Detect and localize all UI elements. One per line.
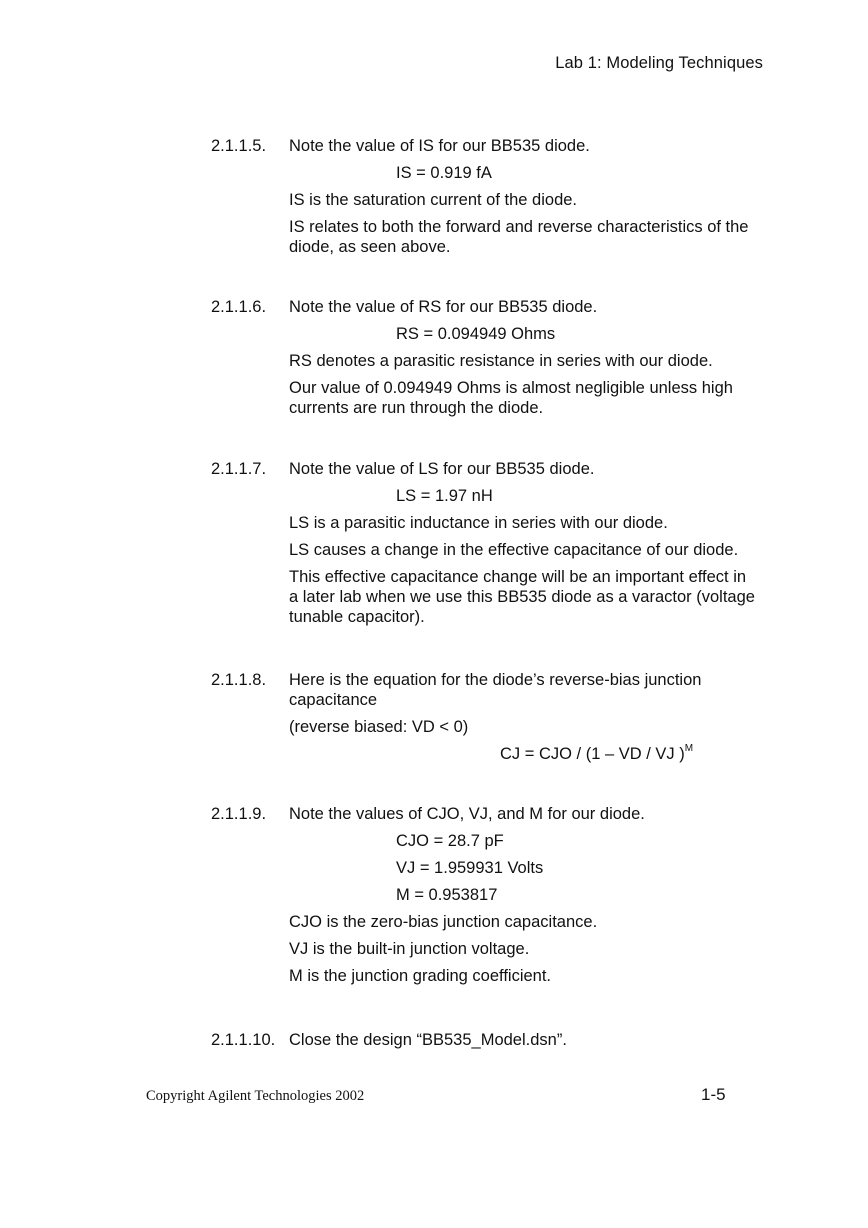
step-note: LS is a parasitic inductance in series with our diode. xyxy=(289,514,668,532)
vj-value: VJ = 1.959931 Volts xyxy=(396,859,544,877)
equation-base: CJ = CJO / (1 – VD / VJ ) xyxy=(500,745,685,763)
step-number: 2.1.1.5. xyxy=(211,137,267,155)
step-note: M is the junction grading coefficient. xyxy=(289,967,552,985)
step-instruction: Note the values of CJO, VJ, and M for our diode. xyxy=(289,805,645,823)
m-value: M = 0.953817 xyxy=(396,886,498,904)
capacitance-equation xyxy=(289,744,759,764)
step-note: Our value of 0.094949 Ohms is almost negligible unless high currents are run through the diode. xyxy=(289,379,733,417)
step-number: 2.1.1.10. xyxy=(211,1031,276,1049)
step-note: LS causes a change in the effective capacitance of our diode. xyxy=(289,541,739,559)
step-note: RS denotes a parasitic resistance in series with our diode. xyxy=(289,352,713,370)
step-note: This effective capacitance change will be an important effect in a later lab when we use this BB535 diode as a varactor (voltage tunable capacitor). xyxy=(289,568,755,626)
step-note: CJO is the zero-bias junction capacitance. xyxy=(289,913,598,931)
step-number: 2.1.1.6. xyxy=(211,298,267,316)
equation-exponent: M xyxy=(684,743,694,754)
ls-value: LS = 1.97 nH xyxy=(396,487,493,505)
bias-condition: (reverse biased: VD < 0) xyxy=(289,718,469,736)
step-number: 2.1.1.9. xyxy=(211,805,267,823)
cjo-value: CJO = 28.7 pF xyxy=(396,832,504,850)
step-note: IS is the saturation current of the diode. xyxy=(289,191,578,209)
step-instruction: Note the value of RS for our BB535 diode. xyxy=(289,298,598,316)
step-note: IS relates to both the forward and reverse characteristics of the diode, as seen above. xyxy=(289,218,749,256)
footer-copyright: Copyright Agilent Technologies 2002 xyxy=(146,1088,365,1104)
step-instruction: Note the value of IS for our BB535 diode. xyxy=(289,137,590,155)
step-instruction: Here is the equation for the diode’s reverse-bias junction capacitance xyxy=(289,671,702,709)
step-instruction: Close the design “BB535_Model.dsn”. xyxy=(289,1031,567,1049)
step-number: 2.1.1.8. xyxy=(211,671,267,689)
rs-value: RS = 0.094949 Ohms xyxy=(396,325,556,343)
page-number: 1-5 xyxy=(701,1085,726,1104)
page-header-title: Lab 1: Modeling Techniques xyxy=(555,54,763,72)
step-note: VJ is the built-in junction voltage. xyxy=(289,940,530,958)
step-instruction: Note the value of LS for our BB535 diode. xyxy=(289,460,595,478)
step-number: 2.1.1.7. xyxy=(211,460,267,478)
is-value: IS = 0.919 fA xyxy=(396,164,492,182)
